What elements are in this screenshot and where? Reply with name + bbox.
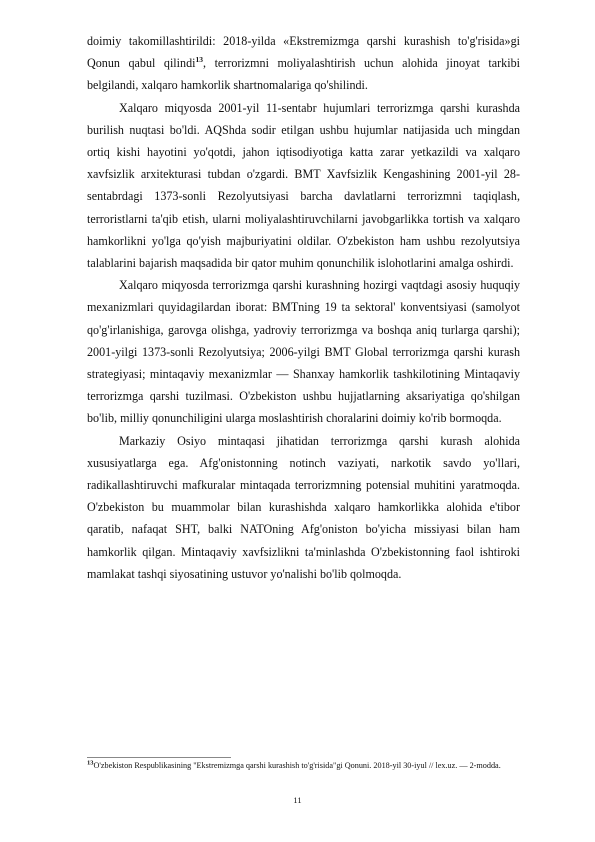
footnote-text: O'zbekiston Respublikasining "Ekstremizmga qarshi kurashish to'g'risida"gi Qonuni. 2018-yil 30-iyul // lex.uz. — 2-modda. [93,761,501,770]
paragraph-1-text-continued: , terrorizmni moliyalashtirish uchun alohida jinoyat tarkibi belgilandi, xalqaro hamkorlik shartnomalariga qo'shilindi. [87,56,520,93]
footnote [87,760,527,772]
footnote-separator [87,757,231,758]
paragraph-4: Markaziy Osiyo mintaqasi jihatidan terrorizmga qarshi kurash alohida xususiyatlarga ega. Afg'onistonning notinch vaziyati, narkotik savdo yo'llari, radikallashtiruvchi mafkuralar mintaqada terrorizmning potensial muhitini yaratmoqda. O'zbekiston bu muammolar bilan kurashishda xalqaro hamkorlikka alohida e'tibor qaratib, nafaqat SHT, balki NATOning Afg'oniston bo'yicha missiyasi bilan ham hamkorlik qilgan. Mintaqaviy xavfsizlikni ta'minlashda O'zbekistonning faol ishtiroki mamlakat tashqi siyosatining ustuvor yo'nalishi bo'lib qolmoqda. [87,433,520,581]
footnote-reference[interactable]: 13 [195,55,203,65]
page-number: 11 [293,795,302,805]
paragraph-1-text: doimiy takomillashtirildi: 2018-yilda «Ekstremizmga qarshi kurashish to'g'risida»gi Qonun qabul qilindi [87,34,520,71]
paragraph-2: Xalqaro miqyosda 2001-yil 11-sentabr hujumlari terrorizmga qarshi kurashda burilish nuqtasi bo'ldi. AQShda sodir etilgan ushbu hujumlar natijasida uch mingdan ortiq kishi hayotini yo'qotdi, jahon iqtisodiyotiga katta zarar yetkazildi va xalqaro xavfsizlik arxitekturasi tubdan o'zgardi. BMT Xavfsizlik Kengashining 2001-yil 28-sentabrdagi 1373-sonli Rezolyutsiyasi barcha davlatlarni terrorizmni taqiqlash, terroristlarni ta'qib etish, ularni moliyalashtiruvchilarni javobgarlikka tortish va xalqaro hamkorlikni yo'lga qo'yish majburiyatini oldilar. O'zbekiston ham ushbu rezolyutsiya talablarini bajarish maqsadida bir qator muhim qonunchilik islohotlarini amalga oshirdi. [87,100,520,271]
paragraph-1 [87,30,520,97]
footnote-number: 13 [87,759,94,767]
body-text [87,30,520,585]
paragraph-3: Xalqaro miqyosda terrorizmga qarshi kurashning hozirgi vaqtdagi asosiy huquqiy mexanizmlari quyidagilardan iborat: BMTning 19 ta sektoral' konventsiyasi (samolyot qo'g'irlanishiga, garovga olishga, yadroviy terrorizmga va boshqa aniq turlarga qarshi); 2001-yilgi 1373-sonli Rezolyutsiya; 2006-yilgi BMT Global terrorizmga qarshi kurash strategiyasi; mintaqaviy mexanizmlar — Shanxay hamkorlik tashkilotining Mintaqaviy terrorizmga qarshi tuzilmasi. O'zbekiston ushbu hujjatlarning aksariyatiga qo'shilgan bo'lib, milliy qonunchiligini ularga moslashtirish choralarini doimiy ko'rib bormoqda. [87,278,520,426]
